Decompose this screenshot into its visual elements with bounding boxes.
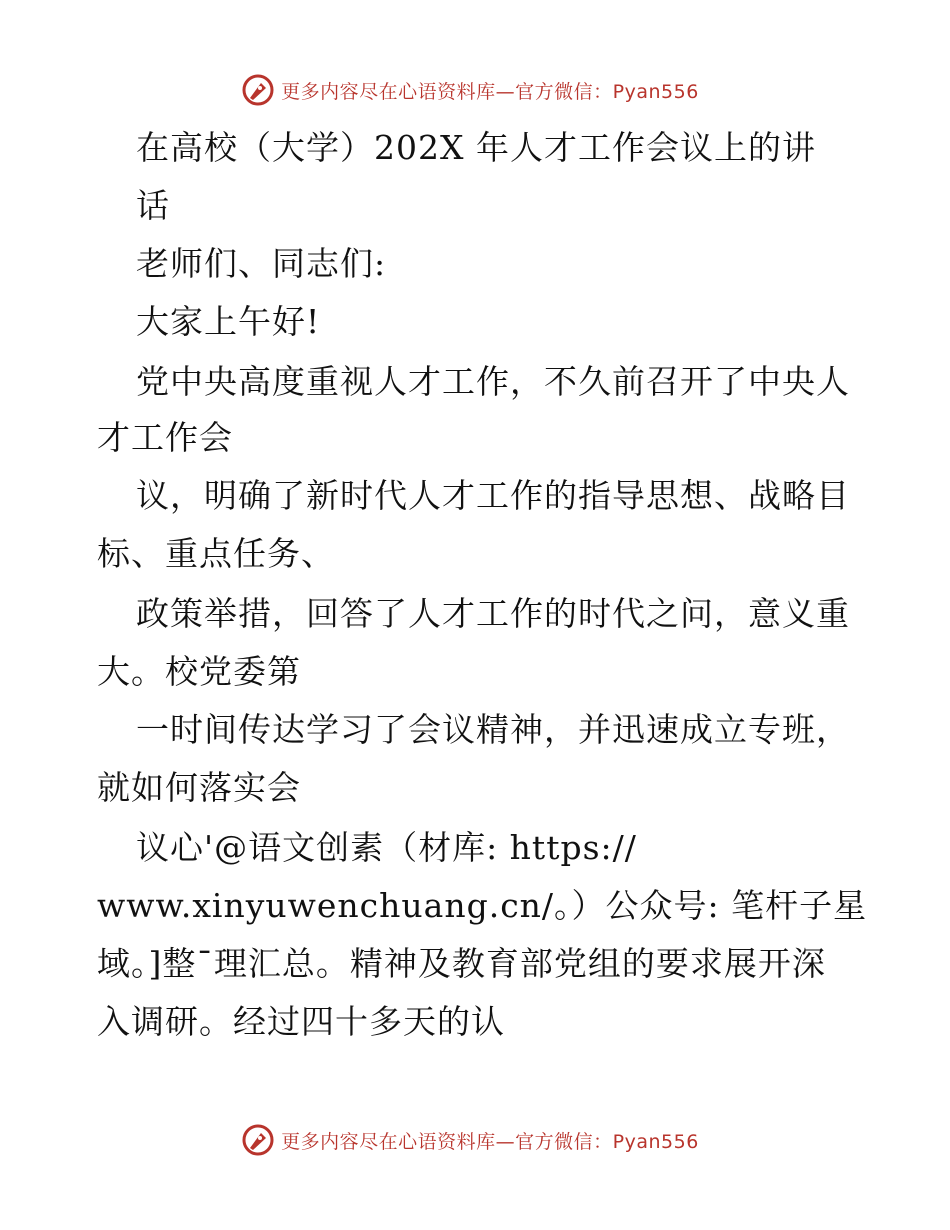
pen-nib-logo-icon — [241, 1123, 275, 1157]
paragraph-line: 入调研。经过四十多天的认 — [97, 1002, 505, 1041]
header-banner — [0, 70, 950, 110]
salutation: 老师们、同志们: — [136, 244, 387, 283]
paragraph-line: 大。校党委第 — [97, 652, 301, 691]
paragraph-line: www.xinyuwenchuang.cn/。）公众号: 笔杆子星 — [97, 886, 868, 925]
greeting: 大家上午好! — [136, 302, 321, 341]
header-banner-text: 更多内容尽在心语资料库—官方微信：Pyan556 — [281, 80, 699, 103]
paragraph-line: 议，明确了新时代人才工作的指导思想、战略目 — [136, 476, 850, 515]
paragraph-line: 标、重点任务、 — [97, 534, 335, 573]
footer-banner-text: 更多内容尽在心语资料库—官方微信：Pyan556 — [281, 1130, 699, 1153]
paragraph-line: 党中央高度重视人才工作，不久前召开了中央人 — [136, 362, 850, 401]
paragraph-line: 政策举措，回答了人才工作的时代之问，意义重 — [136, 594, 850, 633]
header-banner-content — [241, 73, 699, 107]
paragraph-line: 议心'@语文创素（材库: https:// — [136, 828, 637, 867]
pen-nib-logo-icon — [241, 73, 275, 107]
footer-banner-content — [241, 1123, 699, 1157]
title-line-1: 在高校（大学）202X 年人才工作会议上的讲 — [136, 128, 816, 167]
paragraph-line: 一时间传达学习了会议精神，并迅速成立专班， — [136, 710, 850, 749]
paragraph-line: 才工作会 — [97, 418, 233, 457]
paragraph-line: 就如何落实会 — [97, 768, 301, 807]
footer-banner — [0, 1120, 950, 1160]
paragraph-line: 域。]整¯理汇总。精神及教育部党组的要求展开深 — [97, 944, 826, 983]
title-line-2: 话 — [136, 186, 170, 225]
